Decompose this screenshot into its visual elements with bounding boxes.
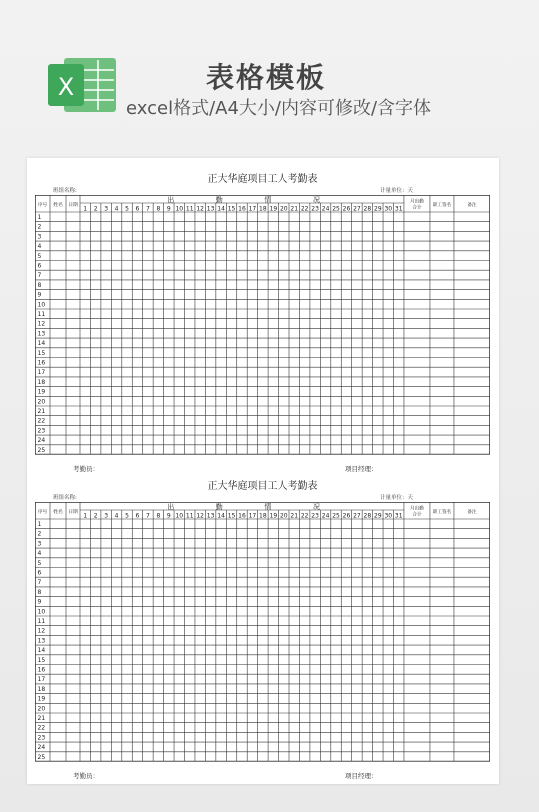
day-number: 29	[374, 205, 382, 213]
day-number: 25	[332, 512, 340, 520]
header-attendance-char: 出	[167, 503, 175, 511]
day-number: 11	[185, 512, 194, 520]
day-number: 21	[290, 512, 299, 520]
row-number: 9	[37, 291, 42, 299]
day-number: 3	[104, 512, 109, 520]
row-number: 5	[37, 252, 42, 260]
day-number: 23	[311, 205, 319, 213]
day-number: 24	[321, 205, 330, 213]
row-number: 25	[37, 446, 46, 454]
header-name: 姓名	[53, 510, 63, 515]
header-attendance-char: 情	[264, 196, 272, 204]
timekeeper-label: 考勤员：	[73, 772, 99, 780]
team-name-label: 班组名称:	[53, 495, 77, 501]
row-number: 21	[37, 407, 46, 415]
row-number: 22	[37, 417, 46, 425]
row-number: 13	[37, 637, 46, 645]
day-number: 20	[279, 205, 288, 213]
day-number: 14	[217, 512, 225, 520]
row-number: 20	[37, 705, 46, 713]
excel-logo-letter: X	[57, 73, 75, 101]
day-number: 5	[125, 512, 129, 520]
row-number: 6	[37, 569, 42, 577]
banner-subtitle: excel格式/A4大小/内容可修改/含字体	[126, 98, 432, 119]
day-number: 15	[227, 205, 236, 213]
row-number: 24	[37, 437, 46, 445]
row-number: 17	[37, 676, 46, 684]
banner	[0, 0, 539, 150]
team-name-label: 班组名称:	[53, 188, 77, 194]
row-number: 1	[37, 520, 42, 528]
row-number: 15	[37, 349, 46, 357]
project-manager-label: 项目经理：	[345, 772, 378, 780]
day-number: 31	[394, 205, 403, 213]
attendance-grid	[35, 195, 490, 458]
row-number: 22	[37, 724, 46, 732]
header-seq: 序号	[37, 203, 48, 208]
excel-logo-icon	[46, 54, 118, 114]
attendance-form-1	[35, 164, 490, 472]
unit-label: 计量单位：天	[380, 495, 414, 501]
row-number: 16	[37, 666, 46, 674]
day-number: 21	[290, 205, 299, 213]
day-number: 8	[156, 512, 161, 520]
day-number: 7	[146, 205, 150, 213]
header-month-total: 合计	[412, 205, 422, 211]
day-number: 2	[93, 205, 98, 213]
day-number: 15	[227, 512, 236, 520]
day-number: 30	[384, 205, 393, 213]
day-number: 5	[125, 205, 129, 213]
header-attendance-char: 情	[264, 503, 272, 511]
day-number: 18	[259, 205, 267, 213]
day-number: 2	[93, 512, 98, 520]
row-number: 18	[37, 685, 46, 693]
row-number: 3	[37, 540, 42, 548]
row-number: 19	[37, 695, 46, 703]
banner-title: 表格模板	[206, 61, 327, 94]
day-number: 26	[342, 205, 351, 213]
grid-border	[35, 195, 489, 454]
header-attendance-char: 况	[312, 503, 320, 511]
project-manager-label: 项目经理：	[345, 465, 378, 473]
day-number: 26	[342, 512, 351, 520]
row-number: 23	[37, 427, 46, 435]
header-attendance-char: 勤	[215, 503, 223, 511]
row-number: 11	[37, 617, 46, 625]
day-number: 11	[185, 205, 194, 213]
day-number: 23	[311, 512, 319, 520]
day-number: 17	[248, 512, 257, 520]
day-number: 19	[269, 512, 278, 520]
header-attendance-char: 出	[167, 196, 175, 204]
header-date: 日期	[68, 510, 78, 515]
day-number: 22	[300, 512, 309, 520]
row-number: 21	[37, 714, 46, 722]
day-number: 10	[175, 512, 184, 520]
day-number: 19	[269, 205, 278, 213]
day-number: 24	[321, 512, 330, 520]
day-number: 13	[206, 205, 215, 213]
attendance-form-2	[35, 471, 490, 779]
row-number: 10	[37, 608, 46, 616]
row-number: 8	[37, 281, 42, 289]
header-remark: 备注	[467, 510, 477, 515]
row-number: 2	[37, 223, 42, 231]
header-seq: 序号	[37, 510, 48, 515]
day-number: 9	[166, 512, 171, 520]
day-number: 12	[196, 205, 204, 213]
day-number: 16	[238, 512, 246, 520]
row-number: 20	[37, 398, 46, 406]
row-number: 15	[37, 656, 46, 664]
row-number: 23	[37, 734, 46, 742]
attendance-grid	[35, 502, 490, 765]
header-attendance-char: 况	[312, 196, 320, 204]
day-number: 31	[394, 512, 403, 520]
row-number: 11	[37, 310, 46, 318]
row-number: 3	[37, 233, 42, 241]
day-number: 8	[156, 205, 161, 213]
header-month-total: 月出勤	[410, 199, 424, 205]
day-number: 6	[135, 512, 140, 520]
day-number: 28	[363, 205, 372, 213]
header-signature: 职工签名	[432, 203, 452, 208]
day-number: 30	[384, 512, 393, 520]
row-number: 1	[37, 213, 42, 221]
row-number: 25	[37, 753, 46, 761]
day-number: 12	[196, 512, 204, 520]
day-number: 25	[332, 205, 340, 213]
row-number: 12	[37, 627, 46, 635]
row-number: 16	[37, 359, 46, 367]
day-number: 1	[83, 512, 88, 520]
row-number: 14	[37, 647, 46, 655]
row-number: 5	[37, 559, 42, 567]
day-number: 18	[259, 512, 267, 520]
grid-border	[35, 502, 489, 761]
header-signature: 职工签名	[432, 510, 452, 515]
header-month-total: 合计	[412, 512, 422, 518]
timekeeper-label: 考勤员：	[73, 465, 99, 473]
header-month-total: 月出勤	[410, 506, 424, 512]
row-number: 14	[37, 340, 46, 348]
day-number: 16	[238, 205, 246, 213]
day-number: 17	[248, 205, 257, 213]
row-number: 17	[37, 369, 46, 377]
row-number: 19	[37, 388, 46, 396]
row-number: 4	[37, 243, 42, 251]
form-title: 正大华庭项目工人考勤表	[207, 481, 318, 492]
row-number: 2	[37, 530, 42, 538]
row-number: 18	[37, 378, 46, 386]
row-number: 8	[37, 588, 42, 596]
day-number: 1	[83, 205, 88, 213]
day-number: 4	[114, 205, 119, 213]
day-number: 13	[206, 512, 215, 520]
row-number: 4	[37, 550, 42, 558]
row-number: 10	[37, 301, 46, 309]
day-number: 22	[300, 205, 309, 213]
header-attendance-char: 勤	[215, 196, 223, 204]
row-number: 7	[37, 272, 42, 280]
day-number: 9	[166, 205, 171, 213]
row-number: 13	[37, 330, 46, 338]
day-number: 3	[104, 205, 109, 213]
day-number: 7	[146, 512, 150, 520]
header-date: 日期	[68, 203, 78, 208]
day-number: 14	[217, 205, 225, 213]
row-number: 9	[37, 598, 42, 606]
header-remark: 备注	[467, 203, 477, 208]
header-name: 姓名	[53, 203, 63, 208]
form-title: 正大华庭项目工人考勤表	[207, 174, 318, 185]
day-number: 29	[374, 512, 382, 520]
row-number: 24	[37, 744, 46, 752]
row-number: 6	[37, 262, 42, 270]
day-number: 20	[279, 512, 288, 520]
attendance-sheet	[27, 158, 499, 784]
day-number: 27	[353, 512, 361, 520]
row-number: 12	[37, 320, 46, 328]
day-number: 10	[175, 205, 184, 213]
row-number: 7	[37, 579, 42, 587]
day-number: 6	[135, 205, 140, 213]
unit-label: 计量单位：天	[380, 188, 414, 194]
day-number: 27	[353, 205, 361, 213]
day-number: 28	[363, 512, 372, 520]
day-number: 4	[114, 512, 119, 520]
